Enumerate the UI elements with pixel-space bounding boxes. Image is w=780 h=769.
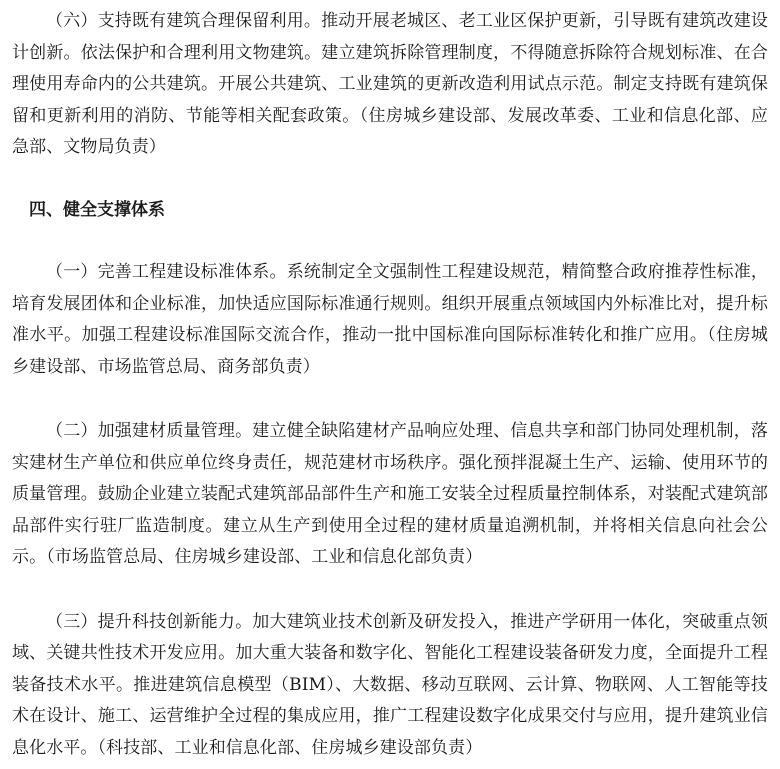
spacer bbox=[12, 383, 768, 416]
spacer bbox=[12, 226, 768, 257]
paragraph-existing-buildings: （六）支持既有建筑合理保留利用。推动开展老城区、老工业区保护更新，引导既有建筑改建设计创新。依法保护和合理利用文物建筑。建立建筑拆除管理制度，不得随意拆除符合规划标准、在合理使用寿命内的公共建筑。开展公共建筑、工业建筑的更新改造利用试点示范。制定支持既有建筑保留和更新利用的消防、节能等相关配套政策。（住房城乡建设部、发展改革委、工业和信息化部、应急部、文物局负责） bbox=[12, 11, 768, 157]
section-heading: 四、健全支撑体系 bbox=[29, 199, 165, 220]
spacer bbox=[12, 574, 768, 607]
spacer bbox=[12, 164, 768, 195]
paragraph-material-quality: （二）加强建材质量管理。建立健全缺陷建材产品响应处理、信息共享和部门协同处理机制，落实建材生产单位和供应单位终身责任，规范建材市场秩序。强化预拌混凝土生产、运输、使用环节的质量管理。鼓励企业建立装配式建筑部品部件生产和施工安装全过程质量控制体系，对装配式建筑部品部件实行驻厂监造制度。建立从生产到使用全过程的建材质量追溯机制，并将相关信息向社会公示。（市场监管总局、住房城乡建设部、工业和信息化部负责） bbox=[12, 421, 768, 567]
paragraph-tech-innovation: （三）提升科技创新能力。加大建筑业技术创新及研发投入，推进产学研用一体化，突破重点领域、关键共性技术开发应用。加大重大装备和数字化、智能化工程建设装备研发力度，全面提升工程装备技术水平。推进建筑信息模型（BIM）、大数据、移动互联网、云计算、物联网、人工智能等技术在设计、施工、运营维护全过程的集成应用，推广工程建设数字化成果交付与应用，提升建筑业信息化水平。（科技部、工业和信息化部、住房城乡建设部负责） bbox=[12, 611, 768, 758]
document-body bbox=[12, 6, 768, 764]
paragraph-standards-system: （一）完善工程建设标准体系。系统制定全文强制性工程建设规范，精简整合政府推荐性标准，培育发展团体和企业标准，加快适应国际标准通行规则。组织开展重点领域国内外标准比对，提升标准水平。加强工程建设标准国际交流合作，推动一批中国标准向国际标准转化和推广应用。（住房城乡建设部、市场监管总局、商务部负责） bbox=[12, 262, 768, 377]
